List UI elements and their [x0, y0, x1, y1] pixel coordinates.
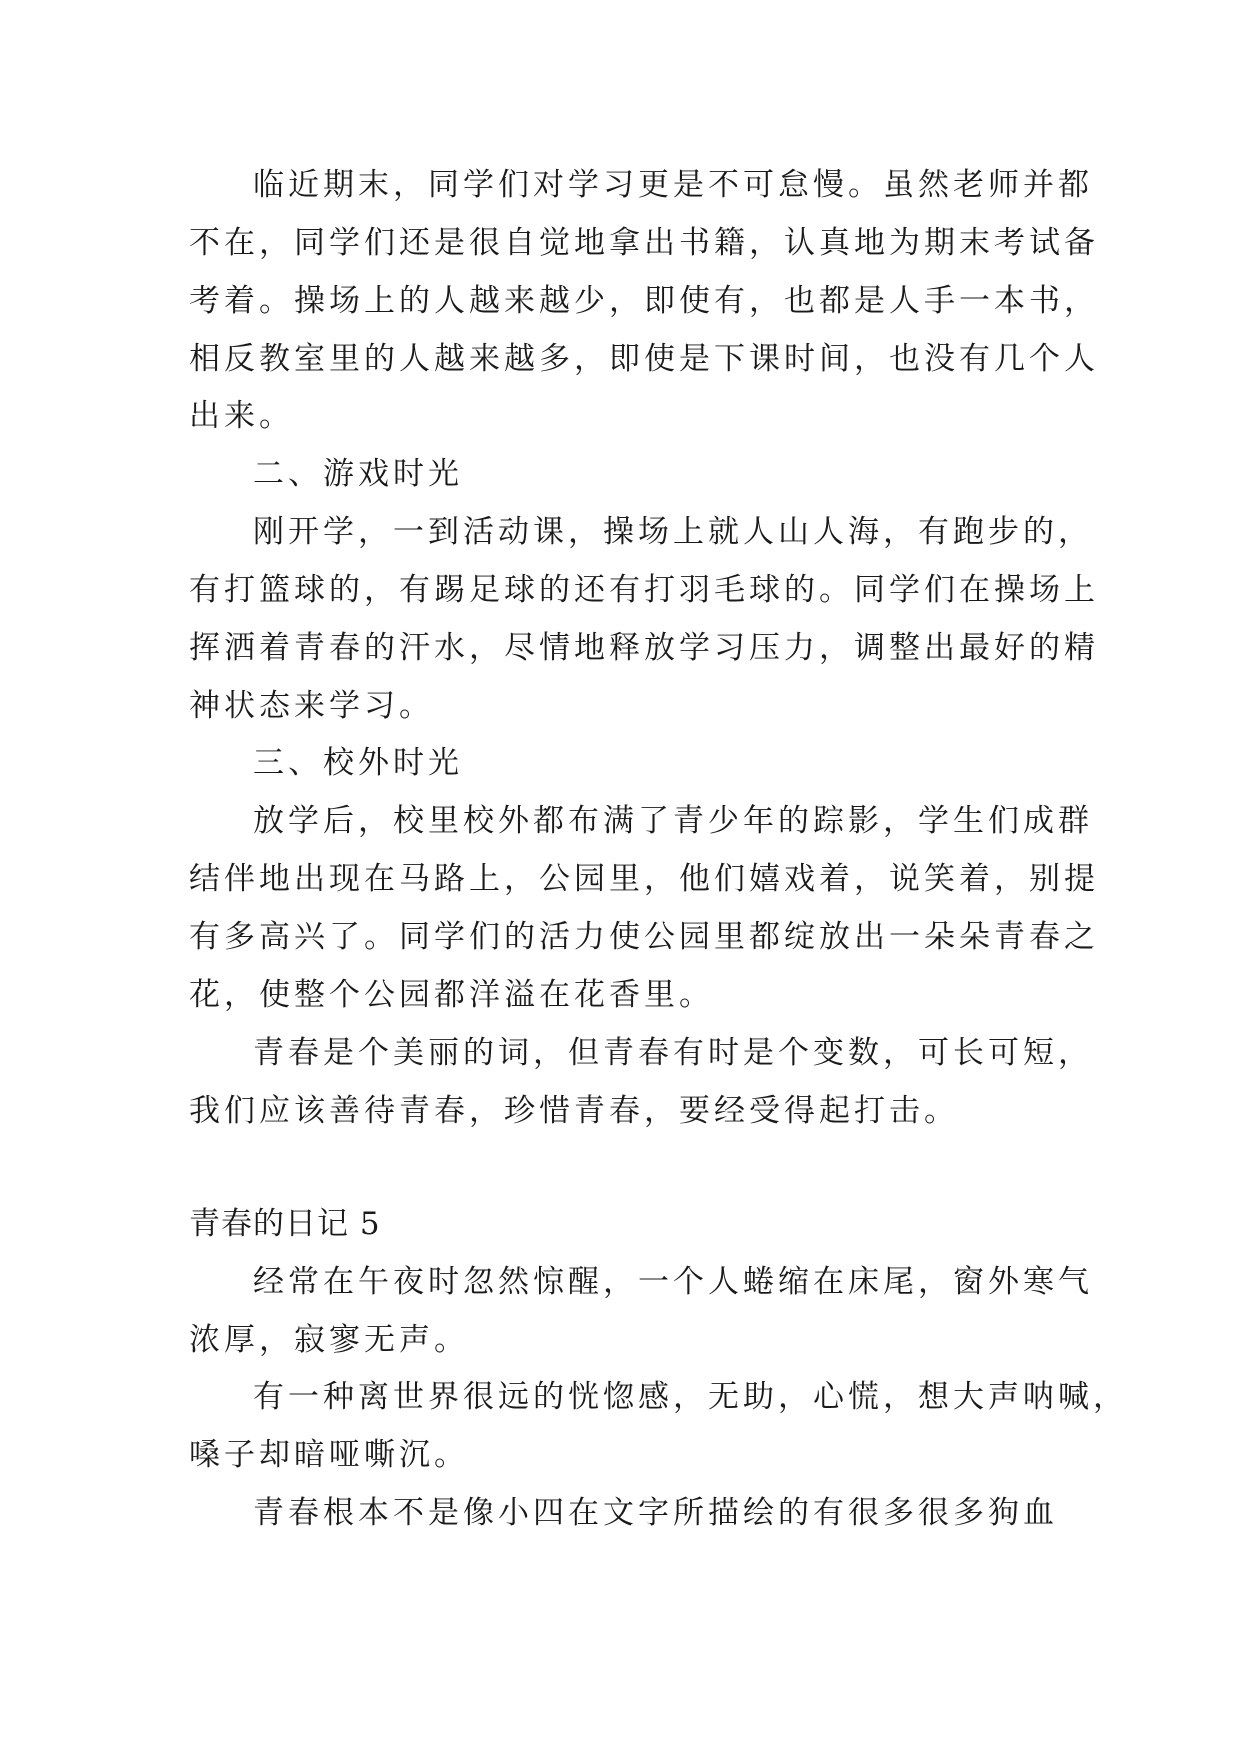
paragraph-line: 青春根本不是像小四在文字所描绘的有很多很多狗血: [253, 1495, 1058, 1531]
paragraph-line: 临近期末，同学们对学习更是不可怠慢。虽然老师并都: [253, 167, 1093, 203]
paragraph-line: 挥洒着青春的汗水，尽情地释放学习压力，调整出最好的精: [189, 630, 1099, 666]
paragraph-line: 浓厚，寂寥无声。: [189, 1322, 469, 1358]
section-heading: 三、校外时光: [253, 745, 463, 781]
paragraph-line: 放学后，校里校外都布满了青少年的踪影，学生们成群: [253, 803, 1093, 839]
paragraph-line: 经常在午夜时忽然惊醒，一个人蜷缩在床尾，窗外寒气: [253, 1264, 1093, 1300]
paragraph-line: 有打篮球的，有踢足球的还有打羽毛球的。同学们在操场上: [189, 572, 1099, 608]
paragraph-line: 神状态来学习。: [189, 688, 434, 724]
paragraph-line: 我们应该善待青春，珍惜青春，要经受得起打击。: [189, 1093, 959, 1129]
paragraph-line: 青春是个美丽的词，但青春有时是个变数，可长可短，: [253, 1035, 1093, 1071]
paragraph-line: 结伴地出现在马路上，公园里，他们嬉戏着，说笑着，别提: [189, 861, 1099, 897]
diary-title: 青春的日记 5: [189, 1206, 381, 1242]
section-heading: 二、游戏时光: [253, 456, 463, 492]
paragraph-line: 考着。操场上的人越来越少，即使有，也都是人手一本书，: [189, 283, 1099, 319]
paragraph-line: 相反教室里的人越来越多，即使是下课时间，也没有几个人: [189, 341, 1099, 377]
paragraph-line: 花，使整个公园都洋溢在花香里。: [189, 977, 714, 1013]
paragraph-line: 不在，同学们还是很自觉地拿出书籍，认真地为期末考试备: [189, 225, 1099, 261]
paragraph-line: 有多高兴了。同学们的活力使公园里都绽放出一朵朵青春之: [189, 919, 1099, 955]
paragraph-line: 刚开学，一到活动课，操场上就人山人海，有跑步的，: [253, 514, 1093, 550]
paragraph-line: 出来。: [189, 398, 294, 434]
paragraph-line: 嗓子却暗哑嘶沉。: [189, 1437, 469, 1473]
paragraph-line: 有一种离世界很远的恍惚感，无助，心慌，想大声呐喊，: [253, 1379, 1128, 1415]
